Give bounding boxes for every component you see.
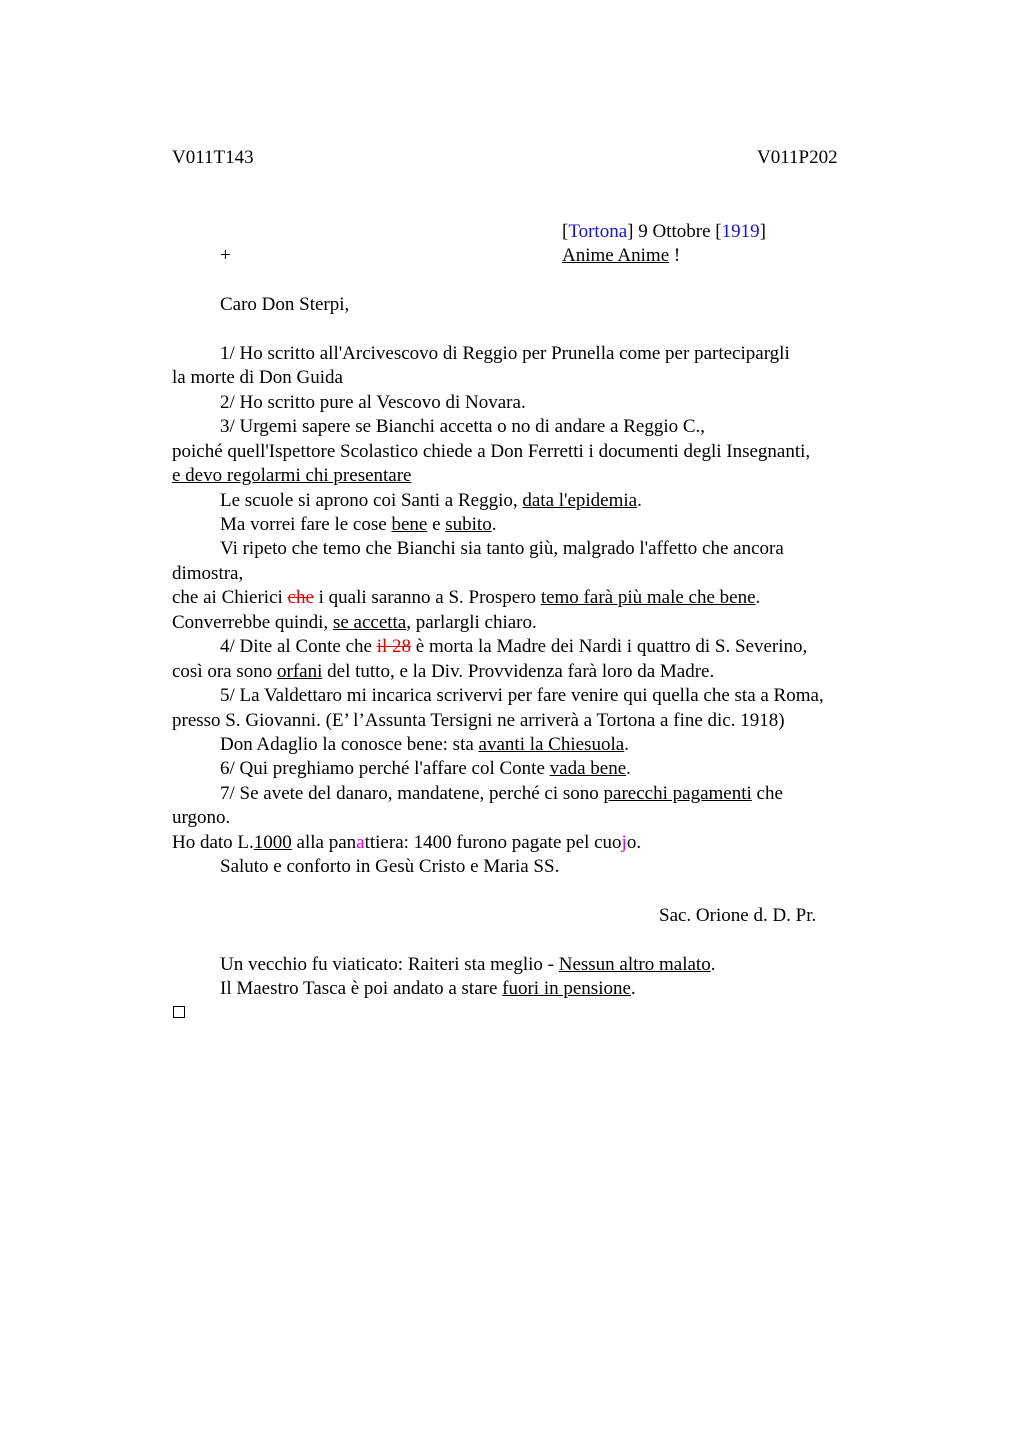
- paragraph-5-line: presso S. Giovanni. (E’ l’Assunta Tersigni ne arriverà a Tortona a fine dic. 1918): [172, 710, 785, 731]
- paragraph-1-line: la morte di Don Guida: [172, 367, 343, 388]
- underlined-text: parecchi pagamenti: [603, 783, 752, 804]
- text: .: [491, 514, 497, 535]
- paragraph-3-line: dimostra,: [172, 563, 244, 584]
- text: .: [710, 954, 716, 975]
- underlined-text: vada bene: [549, 758, 627, 779]
- text: Un vecchio fu viaticato: Raiteri sta meglio -: [220, 954, 559, 975]
- paragraph-6-line: [220, 757, 631, 781]
- text: Converrebbe quindi,: [172, 612, 333, 633]
- text: , parlargli chiaro.: [406, 612, 537, 633]
- paragraph-3-line: [220, 513, 496, 537]
- text: 7/ Se avete del danaro, mandatene, perché ci sono: [220, 783, 604, 804]
- paragraph-3-line: 3/ Urgemi sapere se Bianchi accetta o no di andare a Reggio C.,: [220, 416, 706, 437]
- text: i quali saranno a S. Prospero: [313, 587, 541, 608]
- text: .: [624, 734, 629, 755]
- paragraph-3-line: Vi ripeto che temo che Bianchi sia tanto giù, malgrado l'affetto che ancora: [220, 538, 784, 559]
- underlined-text: avanti la Chiesuola: [478, 734, 625, 755]
- text: o.: [626, 832, 642, 853]
- cross-symbol: +: [220, 245, 231, 266]
- underlined-text: fuori in pensione: [502, 978, 631, 999]
- motto-tail: !: [669, 245, 681, 266]
- paragraph-5-line: 5/ La Valdettaro mi incarica scrivervi per fare venire qui quella che sta a Roma,: [220, 685, 824, 706]
- signature: Sac. Orione d. D. Pr.: [659, 905, 817, 926]
- deleted-text: che: [287, 587, 314, 608]
- text: Le scuole si aprono coi Santi a Reggio,: [220, 490, 523, 511]
- inserted-letter: a: [356, 832, 365, 853]
- year: 1919: [721, 221, 760, 242]
- postscript-line: [220, 953, 715, 977]
- paragraph-3-line: [220, 489, 642, 513]
- text: 6/ Qui preghiamo perché l'affare col Conte: [220, 758, 550, 779]
- bracket: [: [562, 221, 569, 242]
- paragraph-7-line: [220, 782, 783, 806]
- place-date-line: [562, 220, 766, 244]
- end-mark-square-icon: [173, 1006, 185, 1018]
- inserted-letter: j: [621, 832, 627, 853]
- underlined-text: temo farà più male che bene: [540, 587, 756, 608]
- paragraph-7-line: [172, 831, 641, 855]
- greeting: Caro Don Sterpi,: [220, 294, 350, 315]
- text: ttiera: 1400 furono pagate pel cuo: [364, 832, 622, 853]
- text: .: [755, 587, 761, 608]
- closing-line: Saluto e conforto in Gesù Cristo e Maria SS.: [220, 856, 560, 877]
- text: .: [626, 758, 631, 779]
- motto-text: Anime Anime: [562, 245, 670, 266]
- paragraph-7-line: urgono.: [172, 807, 231, 828]
- date-text: ] 9 Ottobre [: [627, 221, 722, 242]
- text: che: [751, 783, 783, 804]
- underlined-text: orfani: [277, 661, 323, 682]
- document-code-left: V011T143: [172, 147, 254, 168]
- underlined-text: bene: [391, 514, 428, 535]
- paragraph-4-line: [172, 660, 714, 684]
- text: .: [630, 978, 636, 999]
- text: Ho dato L.: [172, 832, 254, 853]
- place-name: Tortona: [568, 221, 628, 242]
- motto: [562, 244, 680, 268]
- text: 4/ Dite al Conte che: [220, 636, 377, 657]
- paragraph-3-line: poiché quell'Ispettore Scolastico chiede a Don Ferretti i documenti degli Insegnanti,: [172, 441, 811, 462]
- paragraph-3-line: [172, 611, 537, 635]
- underlined-text: se accetta: [332, 612, 407, 633]
- deleted-text: il 28: [376, 636, 412, 657]
- bracket: ]: [759, 221, 766, 242]
- document-code-right: V011P202: [757, 147, 838, 168]
- text: Il Maestro Tasca è poi andato a stare: [220, 978, 503, 999]
- postscript-line: [220, 977, 636, 1001]
- underlined-text: Nessun altro malato: [558, 954, 711, 975]
- text: è morta la Madre dei Nardi i quattro di S. Severino,: [411, 636, 808, 657]
- text: .: [637, 490, 642, 511]
- paragraph-4-line: [220, 635, 807, 659]
- paragraph-2-line: 2/ Ho scritto pure al Vescovo di Novara.: [220, 392, 526, 413]
- text: Don Adaglio la conosce bene: sta: [220, 734, 479, 755]
- text: del tutto, e la Div. Provvidenza farà loro da Madre.: [322, 661, 715, 682]
- paragraph-5-line: [220, 733, 629, 757]
- paragraph-1-line: 1/ Ho scritto all'Arcivescovo di Reggio per Prunella come per partecipargli: [220, 343, 790, 364]
- underlined-text: data l'epidemia: [522, 490, 638, 511]
- paragraph-3-line: [172, 586, 760, 610]
- text: Ma vorrei fare le cose: [220, 514, 392, 535]
- text: che ai Chierici: [172, 587, 288, 608]
- text: alla pan: [291, 832, 357, 853]
- text: così ora sono: [172, 661, 278, 682]
- paragraph-3-line: e devo regolarmi chi presentare: [172, 465, 412, 486]
- underlined-text: 1000: [253, 832, 292, 853]
- text: e: [427, 514, 446, 535]
- underlined-text: subito: [445, 514, 492, 535]
